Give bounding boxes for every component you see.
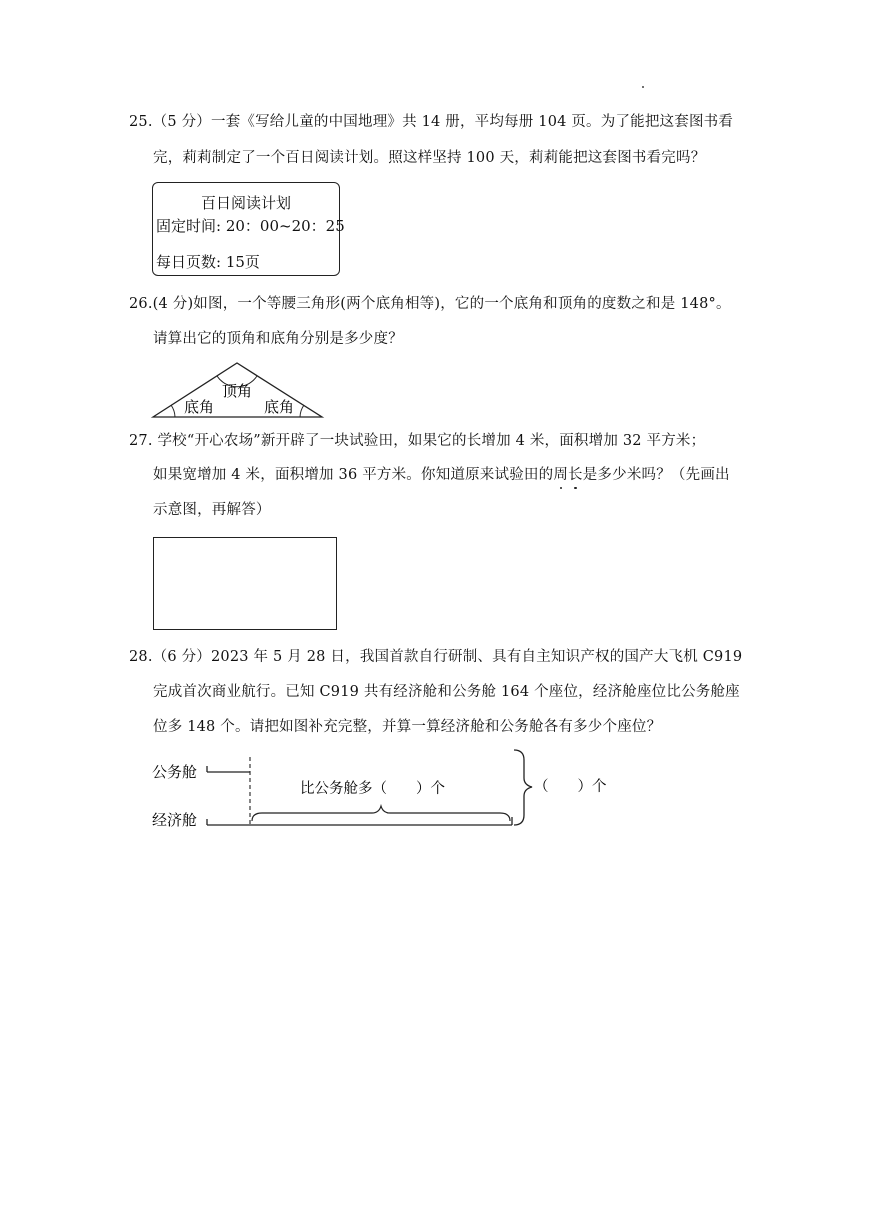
economy-class-label: 经济舱: [152, 811, 198, 829]
total-brace: [514, 750, 532, 825]
q27-line-2-start: 如果宽增加 4 米，面积增加 36 平方米。你知道原来试验田的: [153, 467, 554, 483]
stray-dot: [642, 86, 644, 88]
q25-line-2: 完，莉莉制定了一个百日阅读计划。照这样坚持 100 天，莉莉能把这套图书看完吗？: [153, 150, 706, 166]
diagram-drawing-box: [153, 537, 337, 630]
right-base-angle-arc: [300, 405, 304, 417]
business-class-label: 公务舱: [152, 763, 198, 781]
difference-brace: [252, 806, 510, 821]
reading-plan-title: 百日阅读计划: [200, 194, 291, 212]
q25-line-1: 25.（5 分）一套《写给儿童的中国地理》共 14 册，平均每册 104 页。为了能把这套图书看: [129, 114, 734, 130]
emphasis-char-zhou: 周: [553, 467, 569, 483]
q26-line-2: 请算出它的顶角和底角分别是多少度？: [153, 331, 403, 347]
q28-line-1: 28.（6 分）2023 年 5 月 28 日，我国首款自行研制、具有自主知识产权的国产大飞机 C919: [129, 649, 743, 665]
left-base-angle-arc: [171, 405, 175, 417]
seat-line-diagram: [148, 745, 618, 831]
q27-line-2: [153, 465, 730, 485]
q28-line-3: 位多 148 个。请把如图补充完整，并算一算经济舱和公务舱各有多少个座位？: [153, 719, 662, 735]
q27-line-2-end: 是多少米吗？（先画出: [582, 467, 730, 483]
reading-plan-time: 固定时间: 20：00~20：25: [156, 217, 345, 235]
q27-line-3: 示意图，再解答）: [153, 502, 271, 518]
q26-line-1: 26.(4 分)如图，一个等腰三角形(两个底角相等)，它的一个底角和顶角的度数之和是 148°。: [129, 296, 731, 312]
q27-line-1: 27. 学校“开心农场”新开辟了一块试验田，如果它的长增加 4 米，面积增加 32 平方米；: [129, 433, 706, 449]
total-label: （ ）个: [534, 779, 607, 795]
right-base-angle-label: 底角: [263, 398, 295, 416]
difference-label: 比公务舱多（ ）个: [300, 781, 445, 797]
isosceles-triangle-figure: [150, 360, 326, 420]
reading-plan-card: [152, 182, 345, 276]
left-base-angle-label: 底角: [183, 398, 215, 416]
reading-plan-pages: 每日页数: 15页: [156, 253, 260, 271]
apex-angle-label: 顶角: [221, 382, 253, 400]
q28-line-2: 完成首次商业航行。已知 C919 共有经济舱和公务舱 164 个座位，经济舱座位比公务舱座: [153, 684, 740, 700]
emphasis-char-chang: 长: [568, 467, 583, 483]
